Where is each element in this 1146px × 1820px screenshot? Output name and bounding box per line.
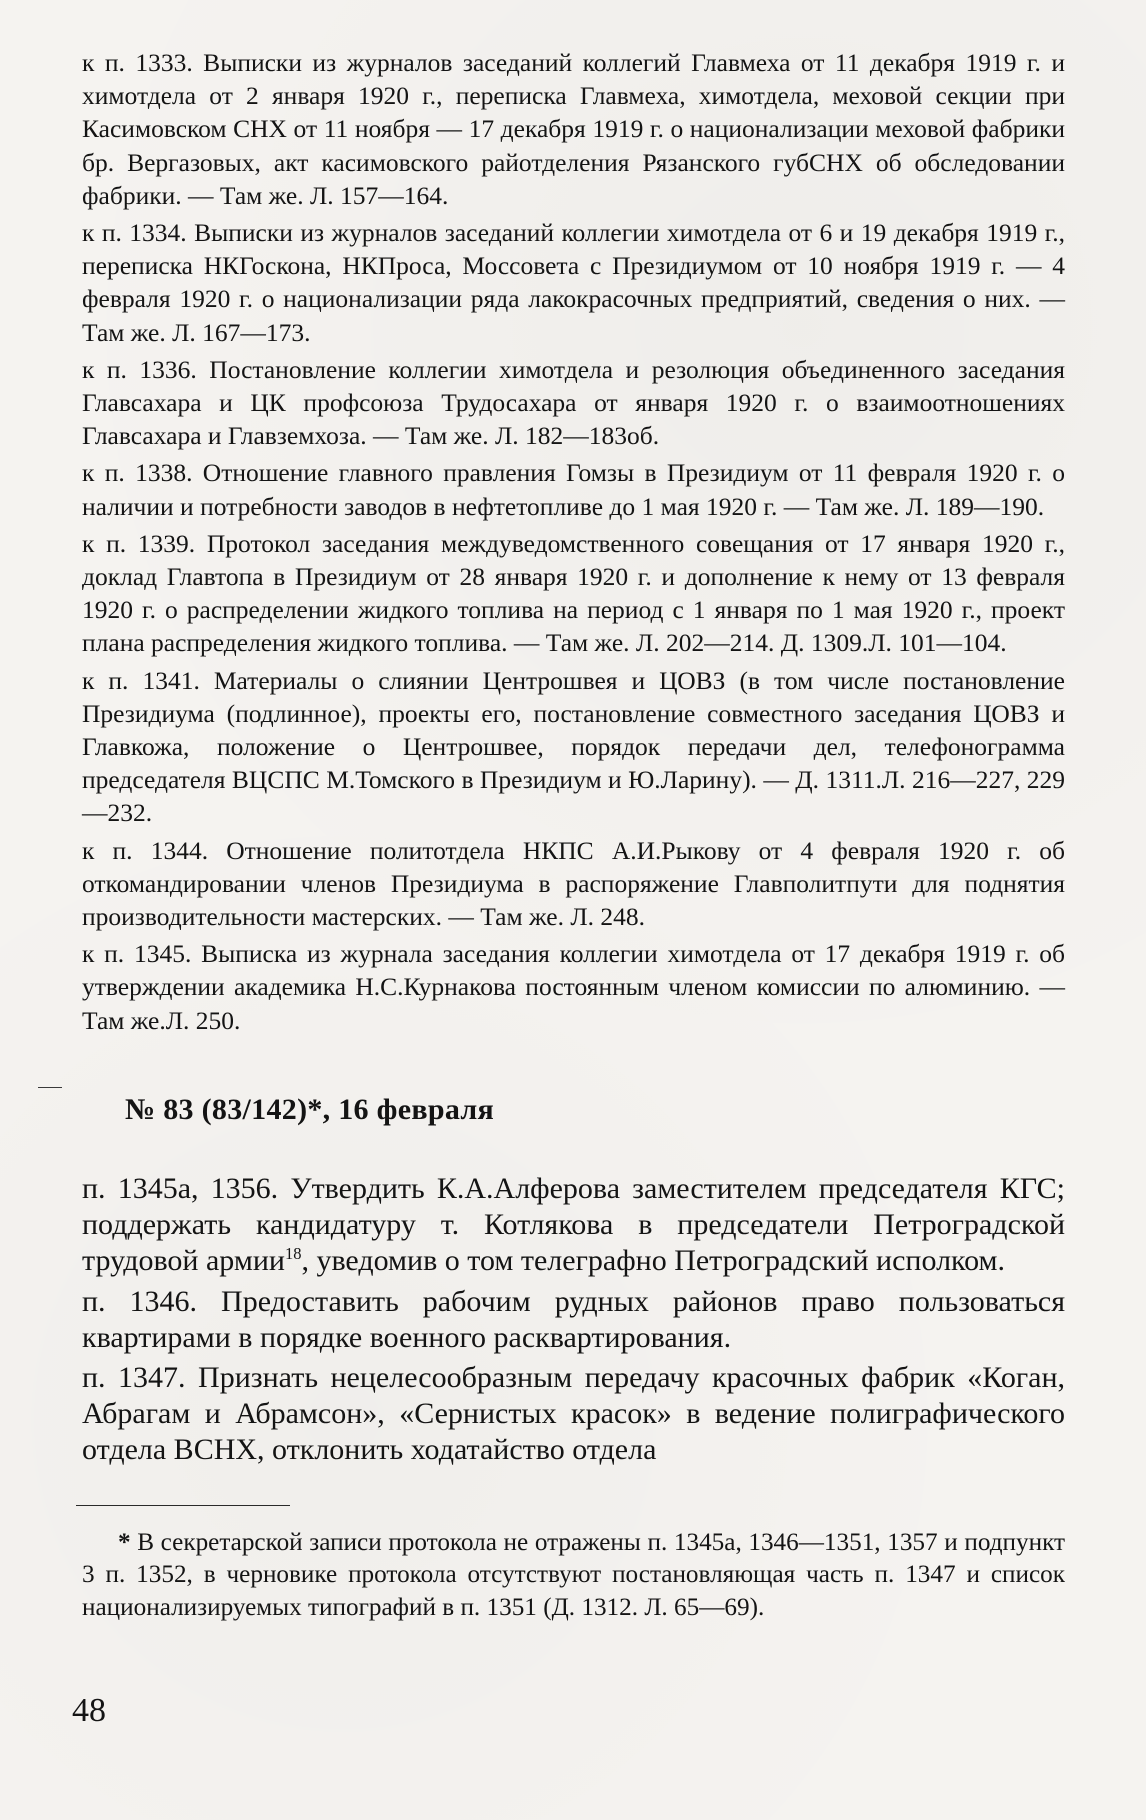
archive-note-1339: к п. 1339. Протокол заседания междуведомственного совещания от 17 января 1920 г., доклад Главтопа в Президиум от 28 января 1920 г. и дополнение к нему от 13 февраля 1920 г. о распределении жидкого топлива на период с 1 января по 1 мая 1920 г., проект плана распределения жидкого топлива. — Там же. Л. 202—214. Д. 1309.Л. 101—104.	[82, 528, 1065, 658]
decision-1345a-1356	[82, 1171, 1065, 1280]
footnote-text: В секретарской записи протокола не отражены п. 1345а, 1346—1351, 1357 и подпункт 3 п. 1352, в черновике протокола отсутствуют постановляющая часть п. 1347 и список национализируемых типографий в п. 1351 (Д. 1312. Л. 65—69).	[82, 1529, 1065, 1621]
decision-text: п. 1347. Признать нецелесообразным передачу красочных фабрик «Коган, Абрагам и Абрамсон», «Сернистых красок» в ведение полиграфического отдела ВСНХ, отклонить ходатайство отдела	[82, 1361, 1065, 1467]
section-title: № 83 (83/142)*, 16 февраля	[125, 1093, 495, 1126]
decision-1347	[82, 1360, 1065, 1469]
footnote-section	[82, 1527, 1065, 1624]
section-margin-rule	[38, 1087, 62, 1088]
archive-note-1341: к п. 1341. Материалы о слиянии Центрошвея и ЦОВЗ (в том числе постановление Президиума (подлинное), проекты его, постановление совместного заседания ЦОВЗ и Главкожа, положение о Центрошвее, порядок передачи дел, телефонограмма председателя ВЦСПС М.Томского в Президиум и Ю.Ларину). — Д. 1311.Л. 216—227, 229—232.	[82, 665, 1065, 828]
decision-1346	[82, 1284, 1065, 1356]
archive-note-1336: к п. 1336. Постановление коллегии химотдела и резолюция объединенного заседания Главсахара и ЦК профсоюза Трудосахара от января 1920 г. о взаимоотношениях Главсахара и Главземхоза. — Там же. Л. 182—183об.	[82, 354, 1065, 451]
footnote-mark: *	[118, 1529, 131, 1556]
archive-note-1344: к п. 1344. Отношение политотдела НКПС А.И.Рыкову от 4 февраля 1920 г. об откомандировании членов Президиума в распоряжение Главполитпути для поднятия производительности мастерских. — Там же. Л. 248.	[82, 835, 1065, 932]
protocol-decisions	[82, 1171, 1065, 1473]
archive-note-1345: к п. 1345. Выписка из журнала заседания коллегии химотдела от 17 декабря 1919 г. об утверждении академика Н.С.Курнакова постоянным членом комиссии по алюминию. — Там же.Л. 250.	[82, 939, 1065, 1035]
decision-text: п. 1346. Предоставить рабочим рудных районов право пользоваться квартирами в порядке военного расквартирования.	[82, 1284, 1065, 1354]
decision-text-continued: , уведомив о том телеграфно Петроградский исполком.	[301, 1244, 1006, 1278]
archive-note-1334: к п. 1334. Выписки из журналов заседаний коллегии химотдела от 6 и 19 декабря 1919 г., переписка НКГоскона, НКПроса, Моссовета с Президиумом от 10 ноября 1919 г. — 4 февраля 1920 г. о национализации ряда лакокрасочных предприятий, сведения о них. — Там же. Л. 167—173.	[82, 218, 1065, 347]
decision-text: п. 1345а, 1356. Утвердить К.А.Алферова заместителем председателя КГС; поддержать кандидатуру т. Котлякова в председатели Петроградской трудовой армии	[82, 1172, 1065, 1278]
archive-note-1338: к п. 1338. Отношение главного правления Гомзы в Президиум от 11 февраля 1920 г. о наличии и потребности заводов в нефтетопливе до 1 мая 1920 г. — Там же. Л. 189—190.	[82, 458, 1065, 521]
archive-note-1333: к п. 1333. Выписки из журналов заседаний коллегий Главмеха от 11 декабря 1919 г. и химотдела от 2 января 1920 г., переписка Главмеха, химотдела, меховой секции при Касимовском СНХ от 11 ноября — 17 декабря 1919 г. о национализации меховой фабрики бр. Вергазовых, акт касимовского райотделения Рязанского губСНХ об обследовании фабрики. — Там же. Л. 157—164.	[82, 48, 1065, 210]
archive-notes	[82, 46, 1065, 1041]
footnote-paragraph	[82, 1527, 1065, 1624]
footnote-separator	[76, 1505, 290, 1506]
page-number: 48	[72, 1692, 106, 1729]
footnote-reference: 18	[284, 1244, 302, 1264]
footnote-asterisk	[82, 1527, 1065, 1624]
